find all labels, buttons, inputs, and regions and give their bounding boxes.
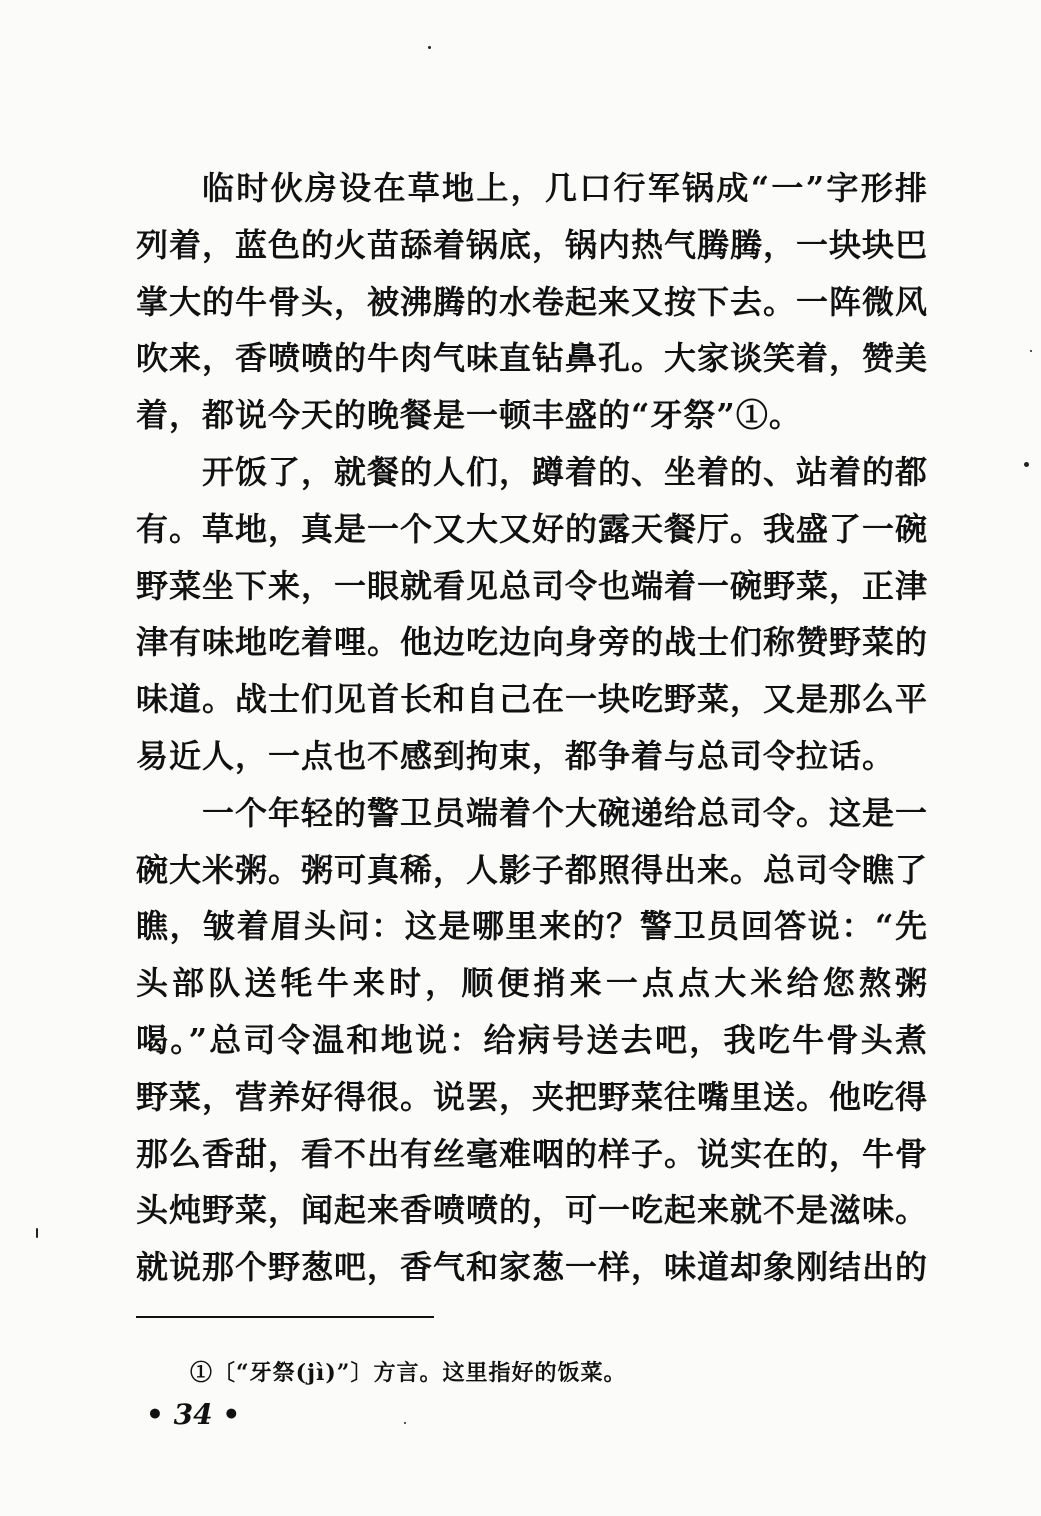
body-text <box>136 160 928 1296</box>
paragraph-2: 开饭了，就餐的人们，蹲着的、坐着的、站着的都有。草地，真是一个又大又好的露天餐厅。我盛了一碗野菜坐下来，一眼就看见总司令也端着一碗野菜，正津津有味地吃着哩。他边吃边向身旁的战士们称赞野菜的味道。战士们见首长和自己在一块吃野菜，又是那么平易近人，一点也不感到拘束，都争着与总司令拉话。 <box>136 452 929 775</box>
paragraph-3: 一个年轻的警卫员端着个大碗递给总司令。这是一碗大米粥。粥可真稀，人影子都照得出来。总司令瞧了瞧，皱着眉头问：这是哪里来的？警卫员回答说：“先头部队送牦牛来时，顺便捎来一点点大米给您熬粥喝。”总司令温和地说：给病号送去吧，我吃牛骨头煮野菜，营养好得很。说罢，夹把野菜往嘴里送。他吃得那么香甜，看不出有丝毫难咽的样子。说实在的，牛骨头炖野菜，闻起来香喷喷的，可一吃起来就不是滋味。就说那个野葱吧，香气和家葱一样，味道却象刚结出的 <box>136 793 929 1287</box>
paragraph-1: 临时伙房设在草地上，几口行军锅成“一”字形排列着，蓝色的火苗舔着锅底，锅内热气腾腾，一块块巴掌大的牛骨头，被沸腾的水卷起来又按下去。一阵微风吹来，香喷喷的牛肉气味直钻鼻孔。大家谈笑着，赞美着，都说今天的晚餐是一顿丰盛的“牙祭”①。 <box>136 169 929 435</box>
footnote: ①〔“牙祭(jì)”〕方言。这里指好的饭菜。 <box>190 1360 627 1386</box>
page-number: • 34 • <box>146 1398 241 1431</box>
footnote-divider <box>136 1316 434 1318</box>
